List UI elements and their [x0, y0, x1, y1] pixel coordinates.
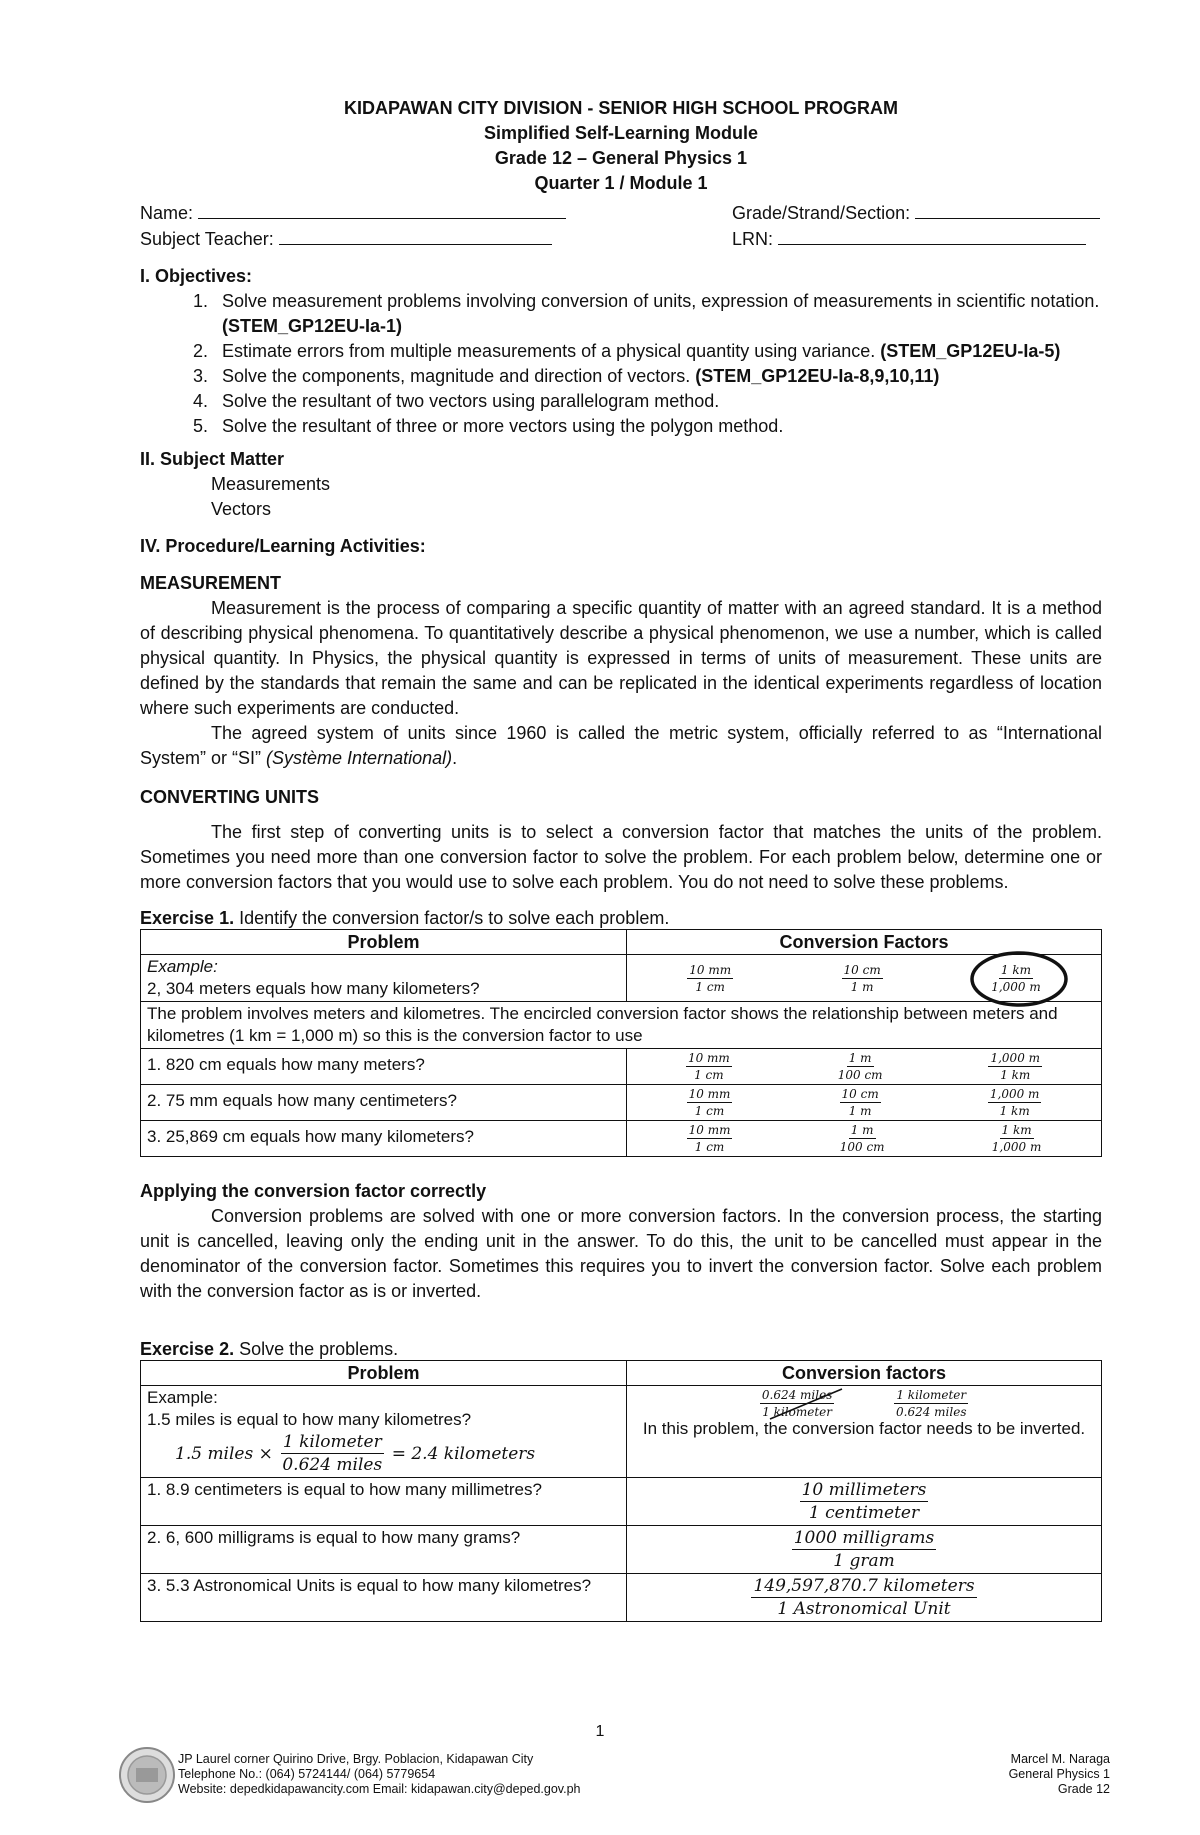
table-row: 3. 25,869 cm equals how many kilometers? 10 mm 1 cm 1 m 100 cm 1 km 1,000 m [141, 1121, 1102, 1157]
course-title: Grade 12 – General Physics 1 [494, 148, 748, 168]
conversion-factor: 1 m 100 cm [837, 1051, 883, 1082]
example-row: Example: 1.5 miles is equal to how many kilometres? 1.5 miles × 1 kilometer 0.624 miles = 2.4 kilometers 0.624 miles 1 kilometer 1 kilometer 0.624 miles In this problem, the conversion factor needs to be inverted. [141, 1386, 1102, 1478]
grade-section-field[interactable]: Grade/Strand/Section: [732, 200, 1102, 226]
deped-seal-icon [118, 1746, 176, 1804]
conversion-factor: 1,000 m 1 km [990, 1051, 1041, 1082]
exercise1-caption: Exercise 1. Identify the conversion factor/s to solve each problem. [140, 908, 670, 928]
conversion-factor: 10 mm 1 cm [687, 1051, 730, 1082]
quarter-title: Quarter 1 / Module 1 [534, 173, 708, 193]
conversion-factor: 1 kilometer 0.624 miles [896, 1388, 967, 1419]
encircled-conversion-factor: 1 km 1,000 m [991, 962, 1041, 995]
table-row: 3. 5.3 Astronomical Units is equal to how many kilometres? 149,597,870.7 kilometers 1 Astronomical Unit [141, 1574, 1102, 1622]
lrn-field[interactable]: LRN: [732, 226, 1102, 252]
objective-item: 2. Estimate errors from multiple measurements of a physical quantity using variance. (STEM_GP12EU-Ia-5) [192, 341, 1061, 361]
subject-item: Measurements [211, 474, 331, 494]
conversion-factors-header: Conversion factors [627, 1361, 1102, 1386]
si-paragraph: The agreed system of units since 1960 is called the metric system, officially referred to as “International System” or “SI” (Système International). [140, 723, 1102, 768]
objective-item: 5. Solve the resultant of three or more vectors using the polygon method. [192, 416, 784, 436]
table-row: 2. 75 mm equals how many centimeters? 10 mm 1 cm 10 cm 1 m 1,000 m 1 km [141, 1085, 1102, 1121]
table-row: 1. 820 cm equals how many meters? 10 mm 1 cm 1 m 100 cm 1,000 m 1 km [141, 1049, 1102, 1085]
table-row: 2. 6, 600 milligrams is equal to how many grams? 1000 milligrams 1 gram [141, 1526, 1102, 1574]
name-field[interactable]: Name: [140, 200, 566, 226]
strike-mark [766, 1387, 846, 1421]
module-title: Simplified Self-Learning Module [483, 123, 759, 143]
module-page [140, 96, 1102, 1622]
objective-item: 3. Solve the components, magnitude and direction of vectors. (STEM_GP12EU-Ia-8,9,10,11) [192, 366, 940, 386]
conversion-factor: 10 mm 1 cm [688, 1087, 731, 1118]
conversion-factor: 1000 milligrams 1 gram [793, 1528, 935, 1571]
procedure-heading: IV. Procedure/Learning Activities: [140, 536, 426, 556]
conversion-factor: 1 m 100 cm [839, 1123, 885, 1154]
converting-heading: CONVERTING UNITS [140, 787, 320, 807]
subject-teacher-field[interactable]: Subject Teacher: [140, 226, 552, 252]
conversion-factor: 10 millimeters 1 centimeter [801, 1480, 927, 1523]
conversion-factor: 149,597,870.7 kilometers 1 Astronomical Unit [753, 1576, 975, 1619]
objective-item: 4. Solve the resultant of two vectors using parallelogram method. [192, 391, 720, 411]
conversion-factor: 1 km 1,000 m [991, 1123, 1042, 1154]
explanation-row: The problem involves meters and kilometres. The encircled conversion factor shows the relationship between meters and kilometres (1 km = 1,000 m) so this is the conversion factor to use [141, 1002, 1102, 1049]
measurement-paragraph: Measurement is the process of comparing a specific quantity of matter with an agreed standard. It is a method of describing physical phenomena. To quantitatively describe a physical phenomenon, we use a number, which is called physical quantity. In Physics, the physical quantity is expressed in terms of units of measurement. These units are defined by the standards that remain the same and can be replicated in the identical experiments regardless of location where such experiments are conducted. [140, 598, 1102, 718]
applying-heading: Applying the conversion factor correctly [140, 1181, 487, 1201]
exercise2-table [140, 1360, 1102, 1622]
problem-header: Problem [141, 1361, 627, 1386]
example-row: Example: 2, 304 meters equals how many kilometers? 10 mm 1 cm 10 cm 1 m 1 km 1,000 m [141, 955, 1102, 1002]
exercise2-caption: Exercise 2. Solve the problems. [140, 1339, 399, 1359]
conversion-factor: 1,000 m 1 km [989, 1087, 1040, 1118]
objective-item: 1. Solve measurement problems involving conversion of units, expression of measurements in scientific notation. (STEM_GP12EU-Ia-1) [192, 291, 1100, 336]
subject-item: Vectors [211, 499, 272, 519]
example-note: In this problem, the conversion factor needs to be inverted. [642, 1419, 1086, 1438]
subject-matter-heading: II. Subject Matter [140, 449, 285, 469]
circle-highlight [969, 950, 1069, 1008]
objectives-list [140, 289, 1102, 439]
conversion-factor: 10 cm 1 m [841, 1087, 879, 1118]
division-title: KIDAPAWAN CITY DIVISION - SENIOR HIGH SCHOOL PROGRAM [343, 98, 899, 118]
table-row: 1. 8.9 centimeters is equal to how many millimetres? 10 millimeters 1 centimeter [141, 1478, 1102, 1526]
converting-paragraph: The first step of converting units is to select a conversion factor that matches the units of the problem. Sometimes you need more than one conversion factor to solve the problem. For each problem below, determine one or more conversion factors that you would use to solve each problem. You do not need to solve these problems. [140, 822, 1102, 892]
conversion-factors-header: Conversion Factors [627, 930, 1102, 955]
footer-author: Marcel M. Naraga General Physics 1 Grade 12 [1008, 1752, 1110, 1796]
footer-website[interactable]: Website: depedkidapawancity.com Email: kidapawan.city@deped.gov.ph [178, 1782, 581, 1796]
applying-paragraph: Conversion problems are solved with one or more conversion factors. In the conversion process, the starting unit is cancelled, leaving only the ending unit in the answer. To do this, the unit to be cancelled must appear in the denominator of the conversion factor. Sometimes this requires you to invert the conversion factor. Solve each problem with the conversion factor as is or inverted. [140, 1206, 1102, 1301]
exercise1-table [140, 929, 1102, 1157]
problem-header: Problem [141, 930, 627, 955]
measurement-heading: MEASUREMENT [140, 573, 282, 593]
conversion-factor: 10 mm 1 cm [689, 962, 732, 994]
page-number: 1 [595, 1723, 605, 1740]
header [140, 96, 1102, 196]
footer-address: JP Laurel corner Quirino Drive, Brgy. Poblacion, Kidapawan City Telephone No.: (064) 5724144/ (064) 5779654 Website: depedkidapawancity.com Email: kidapawan.city@deped.gov.ph [178, 1752, 581, 1796]
example-equation: 1.5 miles × 1 kilometer 0.624 miles = 2.4 kilometers [175, 1432, 536, 1475]
conversion-factor: 10 mm 1 cm [688, 1123, 731, 1154]
crossed-conversion-factor: 0.624 miles 1 kilometer [760, 1387, 834, 1420]
objectives-heading: I. Objectives: [140, 266, 253, 286]
conversion-factor: 10 cm 1 m [843, 962, 881, 994]
